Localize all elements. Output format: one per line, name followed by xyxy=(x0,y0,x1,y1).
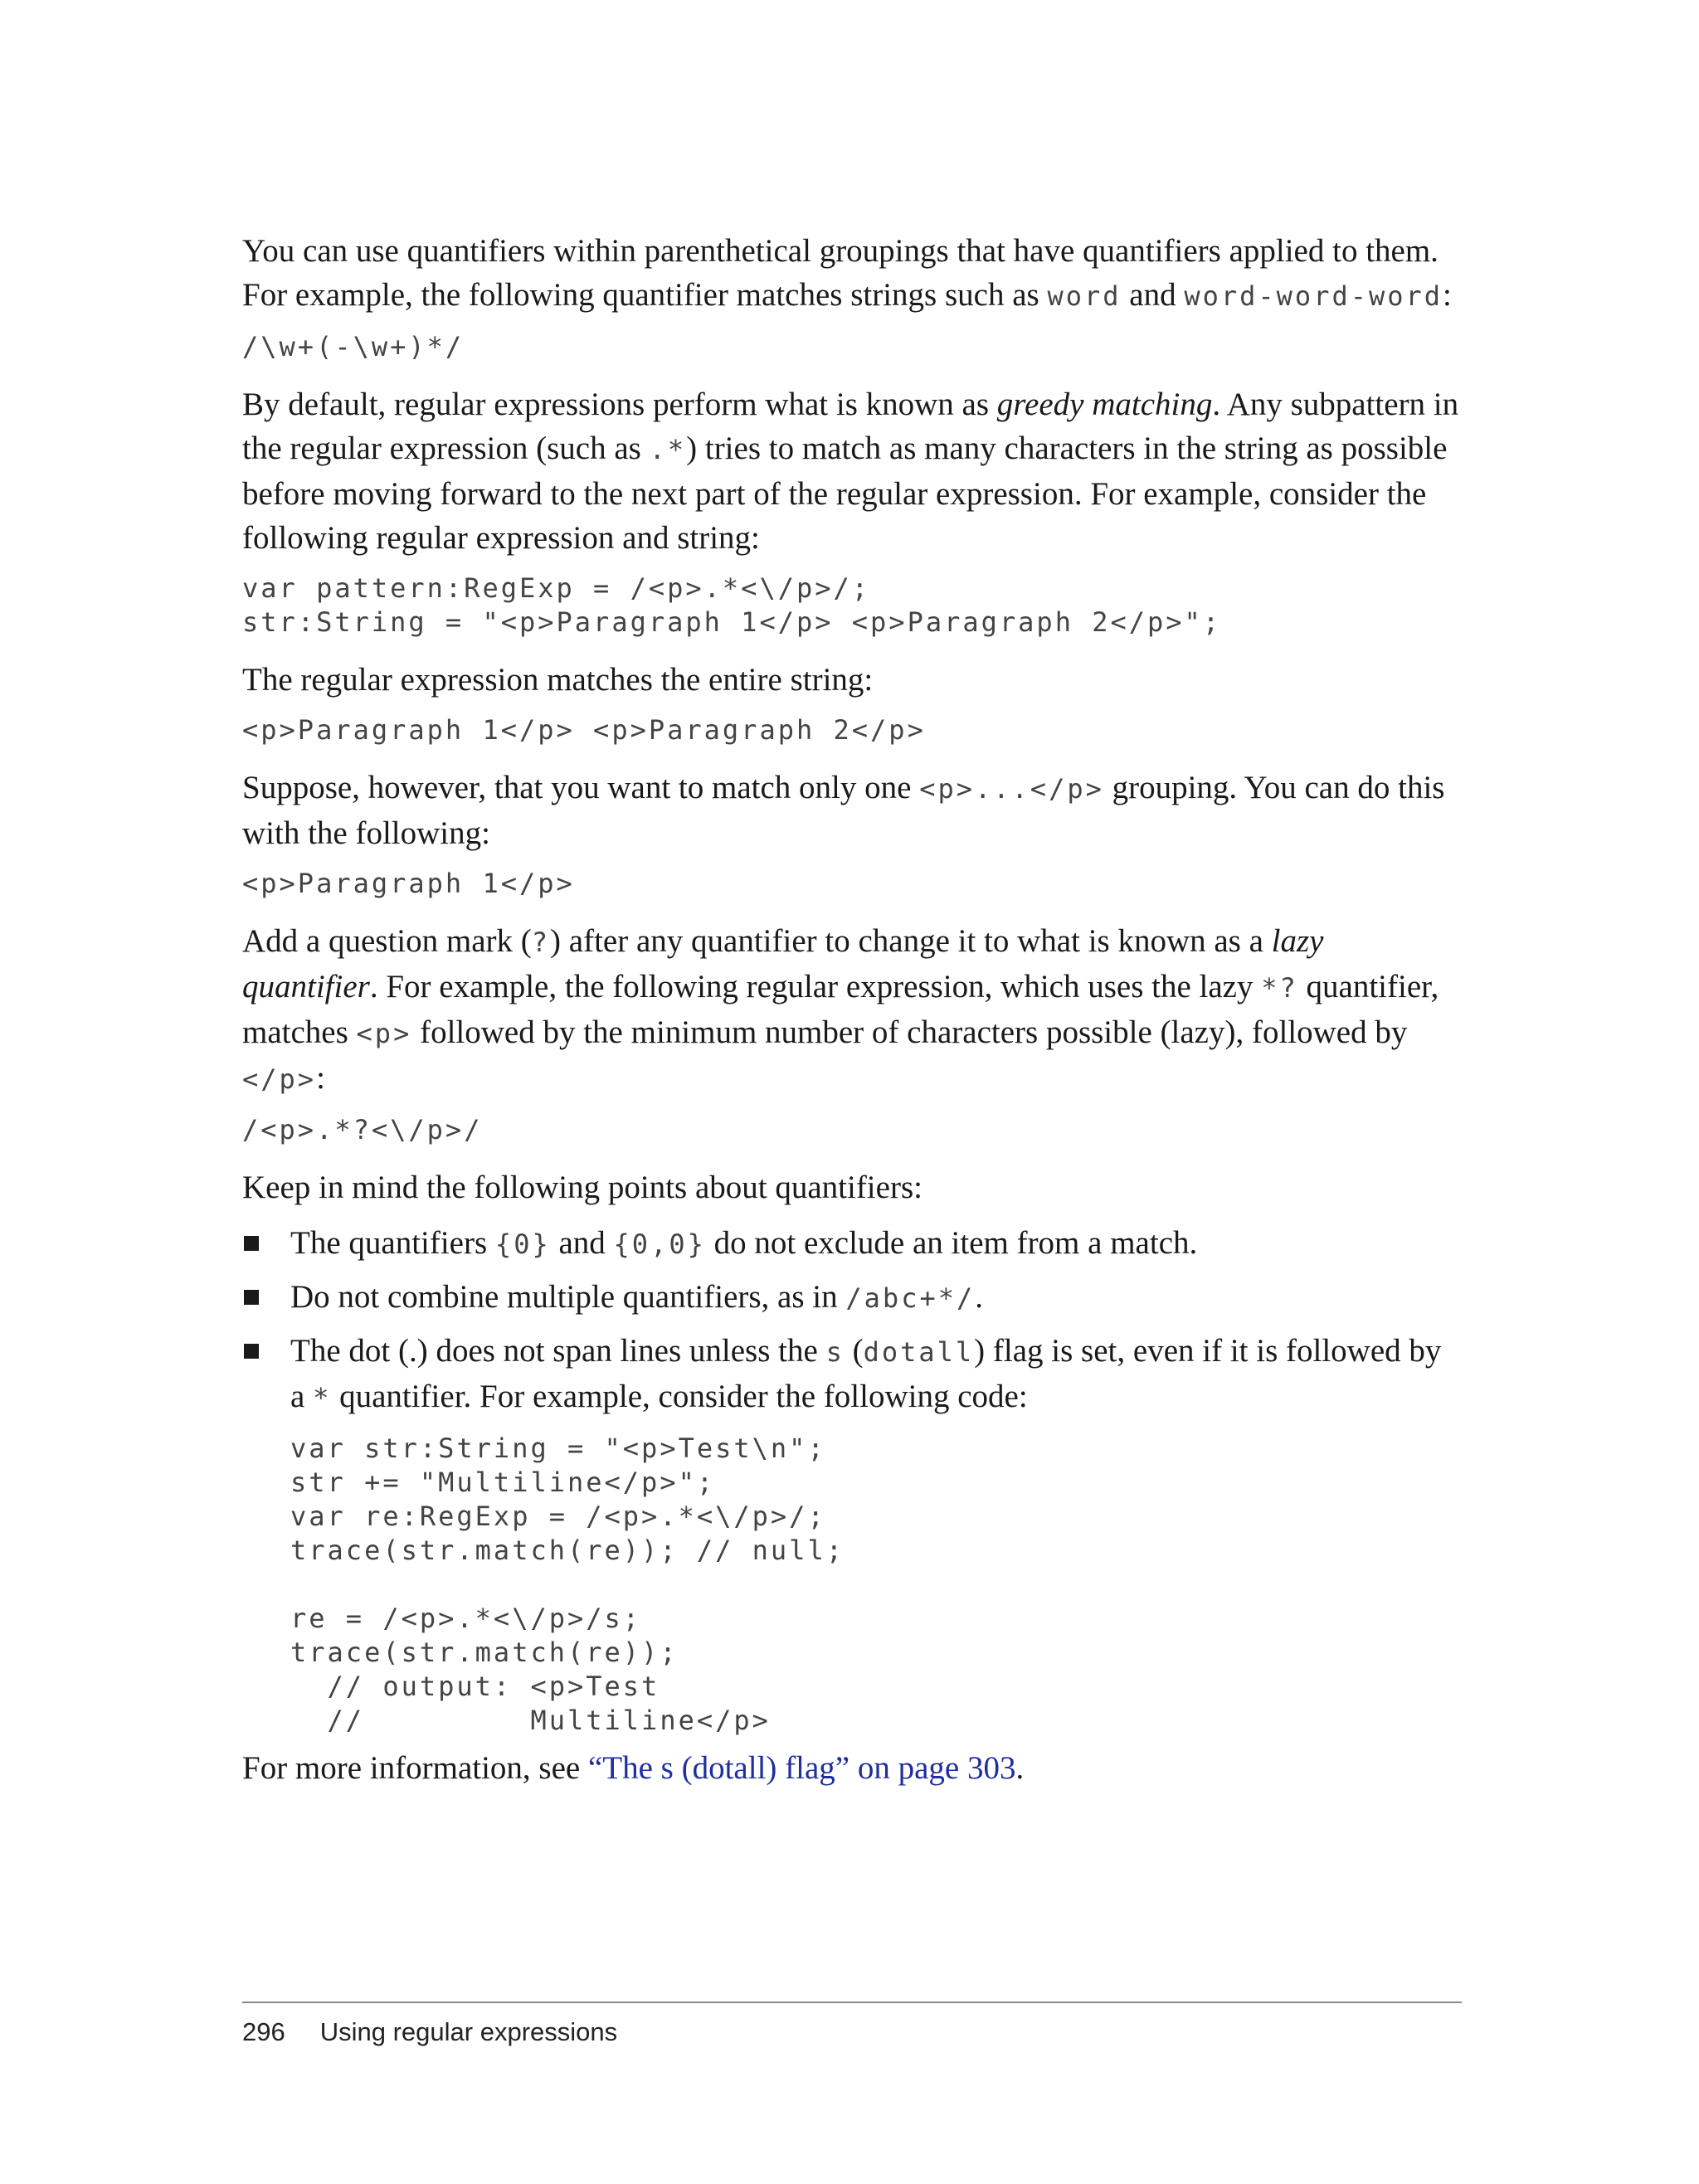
inline-code: * xyxy=(313,1382,332,1413)
page-body xyxy=(242,229,1462,1802)
cross-reference-link[interactable]: “The s (dotall) flag” on page 303 xyxy=(587,1750,1016,1786)
paragraph-keep-in-mind: Keep in mind the following points about quantifiers: xyxy=(242,1170,923,1205)
text: ) tries to match as many characters in the string as possible before moving forward to the next part of the regular expression. For example, consider the following regular expression and string: xyxy=(242,430,1448,556)
text: . xyxy=(1015,1750,1025,1786)
text: grouping. You can do this with the following: xyxy=(242,770,1445,851)
page-number: 296 xyxy=(242,2017,285,2046)
list-item xyxy=(242,1275,1462,1321)
inline-code: .* xyxy=(649,434,687,465)
page-footer xyxy=(242,2017,617,2047)
code-example-6: var str:String = "<p>Test\n"; str += "Multiline</p>"; var re:RegExp = /<p>.*<\/p>/; trace(str.match(re)); // null; re = /<p>.*<\/p>/s; trace(str.match(re)); // output: <p>Test // Multiline</p> xyxy=(290,1432,845,1736)
text: Do not combine multiple quantifiers, as in xyxy=(290,1279,846,1315)
code-example-2: var pattern:RegExp = /<p>.*<\/p>/; str:String = "<p>Paragraph 1</p> <p>Paragraph 2</p>"; xyxy=(242,572,1222,638)
inline-code: *? xyxy=(1261,972,1298,1004)
emphasis-term: greedy matching xyxy=(996,387,1213,422)
text: ( xyxy=(844,1333,864,1369)
list-item xyxy=(242,1329,1462,1738)
text: . xyxy=(975,1279,983,1315)
text: Suppose, however, that you want to match only one xyxy=(242,770,920,805)
emphasis-term: lazy quantifier xyxy=(242,923,1324,1004)
text: For more information, see xyxy=(242,1750,588,1786)
paragraph-greedy-matching xyxy=(242,382,1462,560)
quantifier-points-list xyxy=(242,1221,1462,1738)
text: . Any subpattern in the regular expression (such as xyxy=(242,387,1459,466)
paragraph-more-info xyxy=(242,1746,1462,1790)
text: and xyxy=(550,1225,614,1261)
text: do not exclude an item from a match. xyxy=(705,1225,1198,1261)
text: The quantifiers xyxy=(290,1225,495,1261)
paragraph-match-one xyxy=(242,766,1462,855)
inline-code: {0,0} xyxy=(613,1228,706,1260)
inline-code: word-word-word xyxy=(1184,280,1443,312)
code-example-4: <p>Paragraph 1</p> xyxy=(242,868,575,899)
text: and xyxy=(1121,277,1185,313)
text: . For example, the following regular expression, which uses the lazy xyxy=(369,969,1262,1004)
paragraph-entire-string: The regular expression matches the entire string: xyxy=(242,662,874,698)
text: ) after any quantifier to change it to what is known as a xyxy=(550,923,1272,959)
code-example-5: /<p>.*?<\/p>/ xyxy=(242,1114,483,1146)
text: followed by the minimum number of characters possible (lazy), followed by xyxy=(411,1014,1408,1050)
text: You can use quantifiers within parenthetical groupings that have quantifiers applied to them. For example, the following quantifier matches strings such as xyxy=(242,233,1439,313)
inline-code: /abc+*/ xyxy=(845,1282,976,1314)
inline-code: ? xyxy=(531,927,551,958)
running-title: Using regular expressions xyxy=(319,2017,618,2046)
text: Add a question mark ( xyxy=(242,923,532,959)
inline-code: word xyxy=(1047,280,1122,312)
bullet-square-icon xyxy=(244,1344,259,1359)
text: : xyxy=(1443,277,1452,313)
paragraph-nested-quantifiers xyxy=(242,229,1462,319)
inline-code: dotall xyxy=(863,1336,975,1368)
bullet-square-icon xyxy=(244,1290,259,1305)
inline-code: {0} xyxy=(494,1228,551,1260)
inline-code: s xyxy=(825,1336,845,1368)
text: The dot (.) does not span lines unless the xyxy=(290,1333,826,1369)
text: ) flag is set, even if it is followed by a xyxy=(290,1333,1442,1414)
text: quantifier, matches xyxy=(242,969,1439,1050)
code-example-3: <p>Paragraph 1</p> <p>Paragraph 2</p> xyxy=(242,714,926,746)
inline-code: <p> xyxy=(356,1018,412,1049)
bullet-square-icon xyxy=(244,1236,259,1251)
text: By default, regular expressions perform what is known as xyxy=(242,387,997,422)
paragraph-lazy-quantifier xyxy=(242,919,1462,1102)
inline-code: </p> xyxy=(242,1063,317,1095)
text: quantifier. For example, consider the following code: xyxy=(331,1379,1028,1414)
footer-divider xyxy=(242,2002,1462,2003)
text: : xyxy=(316,1060,325,1096)
code-example-1: /\w+(-\w+)*/ xyxy=(242,331,465,362)
list-item xyxy=(242,1221,1462,1267)
inline-code: <p>...</p> xyxy=(919,773,1104,805)
